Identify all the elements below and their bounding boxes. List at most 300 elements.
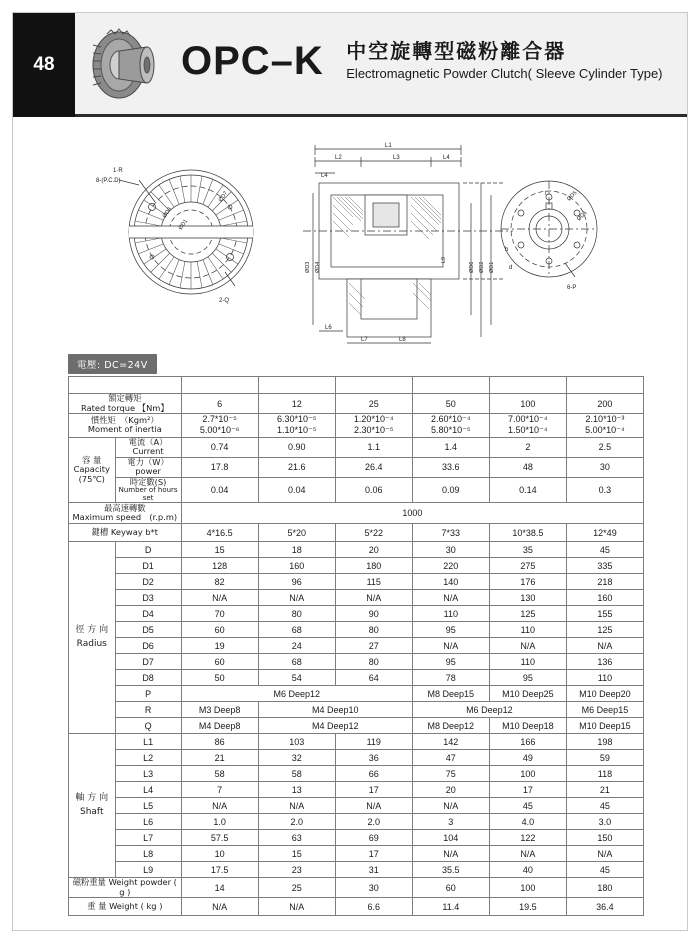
cell: 86 bbox=[181, 734, 258, 750]
cell-line2: 5.00*10⁻⁶ bbox=[199, 425, 240, 436]
table-row bbox=[69, 622, 644, 638]
keyway-label: 鍵槽 Keyway b*t bbox=[69, 524, 182, 542]
cell-line2: 5.80*10⁻⁵ bbox=[431, 425, 471, 436]
cell: 4*16.5 bbox=[181, 524, 258, 542]
weight-label: 重 量 Weight ( kg ) bbox=[69, 898, 182, 916]
table-row bbox=[69, 718, 644, 734]
svg-text:L2: L2 bbox=[335, 155, 342, 161]
cell: M10 Deep15 bbox=[566, 718, 643, 734]
cell: 6 bbox=[181, 394, 258, 414]
dim-label-D7: D7 bbox=[115, 654, 181, 670]
table-row bbox=[69, 750, 644, 766]
svg-text:ØD4: ØD4 bbox=[315, 261, 321, 273]
cell: 30 bbox=[566, 457, 643, 477]
table-row bbox=[69, 558, 644, 574]
svg-text:ØD6: ØD6 bbox=[469, 261, 475, 273]
svg-text:L7: L7 bbox=[361, 337, 368, 343]
cell: 68 bbox=[258, 622, 335, 638]
svg-text:ØD1: ØD1 bbox=[489, 261, 495, 273]
cell: 17.5 bbox=[181, 862, 258, 878]
cell: 0.09 bbox=[412, 477, 489, 503]
cell: N/A bbox=[489, 846, 566, 862]
hours-set-label bbox=[115, 477, 181, 503]
radius-label-en: Radius bbox=[76, 638, 107, 649]
cell: 21 bbox=[181, 750, 258, 766]
svg-text:L1: L1 bbox=[385, 143, 392, 149]
cell: 110 bbox=[489, 622, 566, 638]
cell: 335 bbox=[566, 558, 643, 574]
current-label-en: Current bbox=[132, 446, 164, 456]
svg-text:1·R: 1·R bbox=[113, 168, 123, 174]
table-row bbox=[69, 702, 644, 718]
cell: 47 bbox=[412, 750, 489, 766]
power-label-en: power bbox=[135, 466, 161, 476]
svg-text:L3: L3 bbox=[393, 155, 400, 161]
table-row bbox=[69, 394, 644, 414]
cell: 35.5 bbox=[412, 862, 489, 878]
cell: 130 bbox=[489, 590, 566, 606]
cell: M4 Deep8 bbox=[181, 718, 258, 734]
cell: 58 bbox=[181, 766, 258, 782]
cell: 70 bbox=[181, 606, 258, 622]
cell: 11.4 bbox=[412, 898, 489, 916]
cell: 60 bbox=[181, 622, 258, 638]
cell: 275 bbox=[489, 558, 566, 574]
svg-text:L4: L4 bbox=[443, 155, 450, 161]
power-label bbox=[115, 457, 181, 477]
svg-text:L8: L8 bbox=[399, 337, 406, 343]
cell: M4 Deep10 bbox=[258, 702, 412, 718]
cell: N/A bbox=[566, 638, 643, 654]
cell-line1: 6.30*10⁻⁵ bbox=[276, 414, 317, 424]
model-column-050: 050 bbox=[412, 377, 489, 394]
table-row bbox=[69, 814, 644, 830]
cell: 40 bbox=[489, 862, 566, 878]
cell: 25 bbox=[258, 878, 335, 898]
svg-text:L6: L6 bbox=[325, 325, 332, 331]
cell: N/A bbox=[412, 590, 489, 606]
dim-label-L1: L1 bbox=[115, 734, 181, 750]
cell: M6 Deep15 bbox=[566, 702, 643, 718]
moi-en: Moment of inertia bbox=[87, 424, 162, 435]
table-row bbox=[69, 503, 644, 524]
cell: 20 bbox=[335, 542, 412, 558]
cell: 2 bbox=[489, 437, 566, 457]
rated-torque-label-cn: 額定轉矩 bbox=[108, 393, 142, 404]
dim-label-D1: D1 bbox=[115, 558, 181, 574]
cell: 125 bbox=[566, 622, 643, 638]
cell: N/A bbox=[181, 798, 258, 814]
cell: 200 bbox=[566, 394, 643, 414]
dim-label-D2: D2 bbox=[115, 574, 181, 590]
cell: 21 bbox=[566, 782, 643, 798]
gear-icon bbox=[85, 25, 169, 105]
cell: 57.5 bbox=[181, 830, 258, 846]
cell: 35 bbox=[489, 542, 566, 558]
cell: 60 bbox=[412, 878, 489, 898]
cell: 140 bbox=[412, 574, 489, 590]
cell: 1.4 bbox=[412, 437, 489, 457]
model-header-label: 型 號 MODEL bbox=[69, 377, 182, 394]
cell: 220 bbox=[412, 558, 489, 574]
current-label bbox=[115, 437, 181, 457]
table-row bbox=[69, 798, 644, 814]
cell: N/A bbox=[412, 846, 489, 862]
voltage-badge: 電壓: DC=24V bbox=[68, 354, 157, 374]
cell: 125 bbox=[489, 606, 566, 622]
cell: 24 bbox=[258, 638, 335, 654]
cell: 0.3 bbox=[566, 477, 643, 503]
cell: 45 bbox=[566, 862, 643, 878]
model-column-100: 100 bbox=[489, 377, 566, 394]
radius-label-cn: 徑 方 向 bbox=[75, 625, 109, 636]
cell: 23 bbox=[258, 862, 335, 878]
cell: 15 bbox=[258, 846, 335, 862]
model-column-006: 006 bbox=[181, 377, 258, 394]
table-row bbox=[69, 686, 644, 702]
cell: 54 bbox=[258, 670, 335, 686]
dim-label-L7: L7 bbox=[115, 830, 181, 846]
svg-text:ØD5: ØD5 bbox=[566, 190, 579, 203]
max-speed-label bbox=[69, 503, 182, 524]
svg-text:ØD8: ØD8 bbox=[161, 206, 174, 220]
dim-label-L8: L8 bbox=[115, 846, 181, 862]
cell: 80 bbox=[335, 654, 412, 670]
cell: 166 bbox=[489, 734, 566, 750]
cell: 80 bbox=[258, 606, 335, 622]
cell: 50 bbox=[181, 670, 258, 686]
cell: N/A bbox=[258, 798, 335, 814]
cell: 20 bbox=[412, 782, 489, 798]
dim-label-D3: D3 bbox=[115, 590, 181, 606]
cell: 64 bbox=[335, 670, 412, 686]
dim-label-D8: D8 bbox=[115, 670, 181, 686]
table-row bbox=[69, 846, 644, 862]
cell: 36.4 bbox=[566, 898, 643, 916]
cell bbox=[335, 414, 412, 438]
table-row bbox=[69, 878, 644, 898]
cell: 95 bbox=[489, 670, 566, 686]
cell: 82 bbox=[181, 574, 258, 590]
cell: 12 bbox=[258, 394, 335, 414]
cell: 26.4 bbox=[335, 457, 412, 477]
cell: 27 bbox=[335, 638, 412, 654]
cell: 115 bbox=[335, 574, 412, 590]
cell: 96 bbox=[258, 574, 335, 590]
cell: 100 bbox=[489, 766, 566, 782]
cell: 2.0 bbox=[258, 814, 335, 830]
cell: 95 bbox=[412, 622, 489, 638]
cell: 95 bbox=[412, 654, 489, 670]
cell: M4 Deep12 bbox=[258, 718, 412, 734]
cell: 75 bbox=[412, 766, 489, 782]
moi-cn-unit: 慣性矩 （Kgm²） bbox=[90, 414, 159, 425]
cell: 15 bbox=[181, 542, 258, 558]
table-row bbox=[69, 898, 644, 916]
cell-line1: 7.00*10⁻⁴ bbox=[508, 414, 548, 424]
dim-label-L3: L3 bbox=[115, 766, 181, 782]
table-row bbox=[69, 574, 644, 590]
cell: 17 bbox=[489, 782, 566, 798]
cell: 110 bbox=[489, 654, 566, 670]
cell: 25 bbox=[335, 394, 412, 414]
cell: 155 bbox=[566, 606, 643, 622]
cell: 136 bbox=[566, 654, 643, 670]
svg-text:6-P: 6-P bbox=[567, 285, 577, 291]
dim-label-D5: D5 bbox=[115, 622, 181, 638]
table-row bbox=[69, 734, 644, 750]
cell: 198 bbox=[566, 734, 643, 750]
table-row bbox=[69, 414, 644, 438]
table-row bbox=[69, 542, 644, 558]
cell: 31 bbox=[335, 862, 412, 878]
cell: 19 bbox=[181, 638, 258, 654]
cell: 0.06 bbox=[335, 477, 412, 503]
capacity-label-temp: (75℃) bbox=[78, 473, 105, 484]
max-speed-label-en-unit: Maximum speed (r.p.m) bbox=[72, 512, 178, 523]
cell: 3 bbox=[412, 814, 489, 830]
cell: 118 bbox=[566, 766, 643, 782]
table-header-row bbox=[69, 377, 644, 394]
cell bbox=[566, 414, 643, 438]
cell: M8 Deep15 bbox=[412, 686, 489, 702]
cell: 45 bbox=[489, 798, 566, 814]
cell: 0.90 bbox=[258, 437, 335, 457]
cell: 122 bbox=[489, 830, 566, 846]
cell-line2: 1.50*10⁻⁴ bbox=[508, 425, 548, 436]
model-column-015: 015 bbox=[258, 377, 335, 394]
dim-label-D4: D4 bbox=[115, 606, 181, 622]
page-header bbox=[13, 13, 687, 117]
cell: N/A bbox=[566, 846, 643, 862]
dim-label-L9: L9 bbox=[115, 862, 181, 878]
table-row bbox=[69, 437, 644, 457]
cell: 45 bbox=[566, 542, 643, 558]
max-speed-value: 1000 bbox=[181, 503, 643, 524]
cell: 10*38.5 bbox=[489, 524, 566, 542]
capacity-label bbox=[69, 437, 116, 503]
svg-text:ØD7: ØD7 bbox=[217, 190, 230, 204]
cell-line2: 2.30*10⁻⁵ bbox=[354, 425, 394, 436]
svg-text:t: t bbox=[545, 191, 547, 197]
cell: 218 bbox=[566, 574, 643, 590]
cell: 176 bbox=[489, 574, 566, 590]
cell: 21.6 bbox=[258, 457, 335, 477]
cell bbox=[181, 414, 258, 438]
table-row bbox=[69, 590, 644, 606]
table-row bbox=[69, 606, 644, 622]
cell: 33.6 bbox=[412, 457, 489, 477]
shaft-group-label bbox=[69, 734, 116, 878]
table-row bbox=[69, 782, 644, 798]
hours-set-label-en: Number of hours set bbox=[118, 485, 178, 502]
cell: 78 bbox=[412, 670, 489, 686]
cell: M10 Deep18 bbox=[489, 718, 566, 734]
model-column-025: 025 bbox=[335, 377, 412, 394]
svg-text:ØD6: ØD6 bbox=[576, 210, 589, 223]
cell: N/A bbox=[181, 898, 258, 916]
cell: M10 Deep25 bbox=[489, 686, 566, 702]
cell: 59 bbox=[566, 750, 643, 766]
table-row bbox=[69, 524, 644, 542]
cell: 100 bbox=[489, 394, 566, 414]
dim-label-R: R bbox=[115, 702, 181, 718]
cell: 128 bbox=[181, 558, 258, 574]
cell: 160 bbox=[566, 590, 643, 606]
shaft-label-cn: 軸 方 向 bbox=[75, 793, 109, 804]
table-row bbox=[69, 654, 644, 670]
table-row bbox=[69, 638, 644, 654]
svg-text:ØD2: ØD2 bbox=[479, 261, 485, 273]
cell: M6 Deep12 bbox=[412, 702, 566, 718]
table-row bbox=[69, 862, 644, 878]
cell: 5*22 bbox=[335, 524, 412, 542]
cell: 10 bbox=[181, 846, 258, 862]
cell: 18 bbox=[258, 542, 335, 558]
cell: 119 bbox=[335, 734, 412, 750]
cell: 100 bbox=[489, 878, 566, 898]
cell: 90 bbox=[335, 606, 412, 622]
dim-label-P: P bbox=[115, 686, 181, 702]
svg-text:8-(P.C.D): 8-(P.C.D) bbox=[96, 178, 121, 184]
cell: 7*33 bbox=[412, 524, 489, 542]
dim-label-D: D bbox=[115, 542, 181, 558]
cell: 60 bbox=[181, 654, 258, 670]
cell-line1: 2.7*10⁻⁵ bbox=[202, 414, 237, 424]
cell: 4.0 bbox=[489, 814, 566, 830]
rated-torque-label bbox=[69, 394, 182, 414]
cell: 7 bbox=[181, 782, 258, 798]
dim-label-D6: D6 bbox=[115, 638, 181, 654]
capacity-label-cn: 容 量 bbox=[82, 455, 102, 466]
cell: 180 bbox=[335, 558, 412, 574]
cell: 3.0 bbox=[566, 814, 643, 830]
cell: 17.8 bbox=[181, 457, 258, 477]
cell: N/A bbox=[335, 590, 412, 606]
cell: 19.5 bbox=[489, 898, 566, 916]
dim-label-L6: L6 bbox=[115, 814, 181, 830]
table-row bbox=[69, 830, 644, 846]
svg-text:ØD3: ØD3 bbox=[305, 261, 311, 273]
rated-torque-label-en-unit: Rated torque 【Nm】 bbox=[80, 402, 169, 413]
cell: 160 bbox=[258, 558, 335, 574]
cell: 104 bbox=[412, 830, 489, 846]
model-title: OPC–K bbox=[181, 38, 324, 83]
cell-line1: 2.10*10⁻³ bbox=[585, 414, 625, 424]
dim-label-L5: L5 bbox=[115, 798, 181, 814]
cell: N/A bbox=[412, 638, 489, 654]
hours-set-label-cn: 時定數(S) bbox=[129, 476, 167, 487]
cell: 6.6 bbox=[335, 898, 412, 916]
cell bbox=[412, 414, 489, 438]
cell: 103 bbox=[258, 734, 335, 750]
cell-line1: 2.60*10⁻⁴ bbox=[430, 414, 471, 424]
shaft-label-en: Shaft bbox=[80, 806, 104, 817]
capacity-label-en: Capacity bbox=[73, 464, 110, 475]
table-row bbox=[69, 477, 644, 503]
cell: 14 bbox=[181, 878, 258, 898]
cell: 0.04 bbox=[258, 477, 335, 503]
cell: 12*49 bbox=[566, 524, 643, 542]
svg-text:ØD1: ØD1 bbox=[177, 218, 190, 232]
cell: M6 Deep12 bbox=[181, 686, 412, 702]
cell: 0.04 bbox=[181, 477, 258, 503]
cell-line1: 1.20*10⁻⁴ bbox=[353, 414, 394, 424]
cell: N/A bbox=[412, 798, 489, 814]
cell: 0.74 bbox=[181, 437, 258, 457]
table-row bbox=[69, 766, 644, 782]
dim-label-L4: L4 bbox=[115, 782, 181, 798]
cell: 45 bbox=[566, 798, 643, 814]
svg-text:L9: L9 bbox=[441, 256, 447, 263]
cell: M10 Deep20 bbox=[566, 686, 643, 702]
cell: 69 bbox=[335, 830, 412, 846]
cell: 32 bbox=[258, 750, 335, 766]
cell: 49 bbox=[489, 750, 566, 766]
current-label-cn: 電流（A） bbox=[128, 436, 168, 447]
product-title-en: Electromagnetic Powder Clutch( Sleeve Cylinder Type) bbox=[346, 66, 663, 81]
cell: N/A bbox=[258, 590, 335, 606]
technical-drawing bbox=[13, 117, 687, 345]
cell: 50 bbox=[412, 394, 489, 414]
max-speed-label-cn: 最高速轉數 bbox=[104, 503, 146, 514]
radius-group-label bbox=[69, 542, 116, 734]
svg-text:d: d bbox=[509, 265, 513, 271]
dim-label-L2: L2 bbox=[115, 750, 181, 766]
cell: 180 bbox=[566, 878, 643, 898]
cell: 110 bbox=[566, 670, 643, 686]
cell: 0.14 bbox=[489, 477, 566, 503]
cell: 68 bbox=[258, 654, 335, 670]
model-column-200: 200 bbox=[566, 377, 643, 394]
svg-text:L4: L4 bbox=[321, 173, 328, 179]
svg-text:2-Q: 2-Q bbox=[219, 298, 230, 304]
cell: 58 bbox=[258, 766, 335, 782]
cell: 1.0 bbox=[181, 814, 258, 830]
svg-text:b: b bbox=[505, 247, 509, 253]
table-row bbox=[69, 457, 644, 477]
cell: 17 bbox=[335, 846, 412, 862]
product-title-cn: 中空旋轉型磁粉離合器 bbox=[346, 39, 567, 63]
cell: N/A bbox=[489, 638, 566, 654]
dim-label-Q: Q bbox=[115, 718, 181, 734]
cell bbox=[489, 414, 566, 438]
power-label-cn: 電力（W） bbox=[127, 456, 169, 467]
cell: 36 bbox=[335, 750, 412, 766]
table-row bbox=[69, 670, 644, 686]
page-number: 48 bbox=[13, 13, 75, 117]
cell-line2: 1.10*10⁻⁵ bbox=[276, 425, 317, 436]
weight-powder-label: 磁粉重量 Weight powder ( g ) bbox=[69, 878, 182, 898]
cell: M3 Deep8 bbox=[181, 702, 258, 718]
cell: 30 bbox=[412, 542, 489, 558]
cell: 13 bbox=[258, 782, 335, 798]
cell: N/A bbox=[181, 590, 258, 606]
cell-line2: 5.00*10⁻⁴ bbox=[585, 425, 625, 436]
cell: 142 bbox=[412, 734, 489, 750]
specification-table bbox=[68, 376, 644, 916]
cell bbox=[258, 414, 335, 438]
cell: 66 bbox=[335, 766, 412, 782]
cell: 17 bbox=[335, 782, 412, 798]
cell: 2.0 bbox=[335, 814, 412, 830]
cell: 30 bbox=[335, 878, 412, 898]
moment-of-inertia-label bbox=[69, 414, 182, 438]
cell: 48 bbox=[489, 457, 566, 477]
cell: 63 bbox=[258, 830, 335, 846]
cell: 1.1 bbox=[335, 437, 412, 457]
cell: 150 bbox=[566, 830, 643, 846]
